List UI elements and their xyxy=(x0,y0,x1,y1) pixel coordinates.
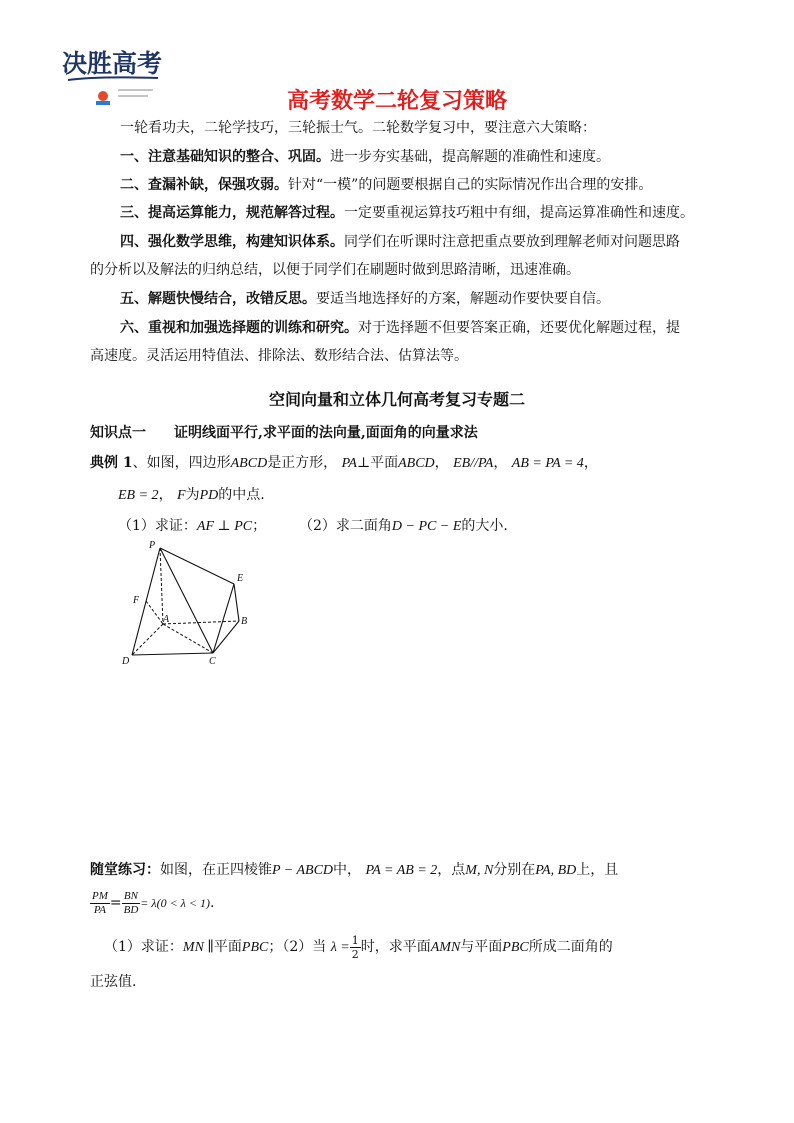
example-1-questions: （1）求证：AF ⊥ PC； （2）求二面角D − PC − E的大小. xyxy=(118,518,508,534)
fraction-one-half: $\frac{1}{2}$ xyxy=(351,933,359,961)
edge-pe xyxy=(160,548,234,584)
strategy-item-text: 进一步夯实基础，提高解题的准确性和速度。 xyxy=(330,149,610,165)
practice-label: 随堂练习： xyxy=(90,862,160,878)
edge-ab xyxy=(163,621,239,624)
fraction-pm-pa: $\frac{PM}{PA}$ xyxy=(92,889,108,916)
example-1-line-1: 典例 1、如图，四边形ABCD是正方形， PA⊥平面ABCD， EB//PA， AB = PA = 4， xyxy=(90,455,598,471)
label-b: B xyxy=(241,616,248,627)
strategy-item-heading: 一、注意基础知识的整合、巩固。 xyxy=(120,149,330,165)
strategy-item-heading: 四、强化数学思维，构建知识体系。 xyxy=(120,234,344,250)
edge-dc xyxy=(132,653,213,655)
label-f: F xyxy=(133,595,140,606)
strategy-item-1 xyxy=(120,147,610,167)
strategy-item-6 xyxy=(120,318,680,338)
strategy-item-4 xyxy=(120,232,680,252)
strategy-item-text: 同学们在听课时注意把重点要放到理解老师对问题思路 xyxy=(344,234,680,250)
strategy-item-text: 针对“一模”的问题要根据自己的实际情况作出合理的安排。 xyxy=(288,177,653,193)
fraction-bn-bd: $\frac{BN}{BD}$ xyxy=(123,889,139,916)
label-e: E xyxy=(237,573,244,584)
strategy-item-5 xyxy=(120,289,610,309)
edge-pa xyxy=(160,548,163,624)
strategy-item-3 xyxy=(120,203,694,223)
strategy-item-4-cont: 的分析以及解法的归纳总结，以便于同学们在刷题时做到思路清晰，迅速准确。 xyxy=(90,262,580,278)
practice-ratio: $\frac{PM}{PA}$ = $\frac{BN}{BD}$ = λ(0 < λ < 1). xyxy=(92,889,215,916)
strategy-item-heading: 五、解题快慢结合，改错反思。 xyxy=(120,291,316,307)
strategy-item-2 xyxy=(120,175,652,195)
label-a: A xyxy=(163,614,170,625)
strategy-item-heading: 六、重视和加强选择题的训练和研究。 xyxy=(120,320,358,336)
practice-questions: （1）求证：MN ∥平面PBC；（2）当 λ = $\frac{1}{2}$ 时，求平面AMN与平面PBC所成二面角的 xyxy=(104,933,613,961)
strategy-item-6-cont: 高速度。灵活运用特值法、排除法、数形结合法、估算法等。 xyxy=(90,348,468,364)
section-title: 空间向量和立体几何高考复习专题二 xyxy=(268,390,525,409)
edge-ec xyxy=(213,584,234,653)
edge-ad xyxy=(132,624,163,655)
strategy-item-text: 对于选择题不但要答案正确，还要优化解题过程，提 xyxy=(358,320,680,336)
practice-line-1: 随堂练习：如图，在正四棱锥P − ABCD中， PA = AB = 2，点M, N分别在PA, BD上，且 xyxy=(90,862,619,878)
knowledge-point xyxy=(90,423,478,443)
label-c: C xyxy=(209,656,216,667)
edge-eb xyxy=(234,584,239,621)
knowledge-text: 证明线面平行,求平面的法向量,面面角的向量求法 xyxy=(174,425,478,441)
example-label: 典例 1 xyxy=(90,455,133,471)
strategy-item-heading: 三、提高运算能力，规范解答过程。 xyxy=(120,205,344,221)
edge-fa xyxy=(146,601,163,624)
geometry-figure xyxy=(116,536,266,668)
page-title: 高考数学二轮复习策略 xyxy=(286,89,507,114)
strategy-intro: 一轮看功夫，二轮学技巧，三轮振士气。二轮数学复习中，要注意六大策略： xyxy=(120,120,596,136)
strategy-item-text: 一定要重视运算技巧粗中有细，提高运算准确性和速度。 xyxy=(344,205,694,221)
example-1-line-2: EB = 2， F为PD的中点. xyxy=(118,487,265,503)
logo-text: 决胜高考 xyxy=(62,49,163,78)
strategy-item-heading: 二、查漏补缺，保强攻弱。 xyxy=(120,177,288,193)
practice-questions-cont: 正弦值. xyxy=(90,974,137,990)
label-d: D xyxy=(122,656,130,667)
strategy-item-text: 要适当地选择好的方案，解题动作要快要自信。 xyxy=(316,291,610,307)
edge-bc xyxy=(213,621,239,653)
label-p: P xyxy=(149,540,156,551)
knowledge-label: 知识点一 xyxy=(90,425,146,441)
